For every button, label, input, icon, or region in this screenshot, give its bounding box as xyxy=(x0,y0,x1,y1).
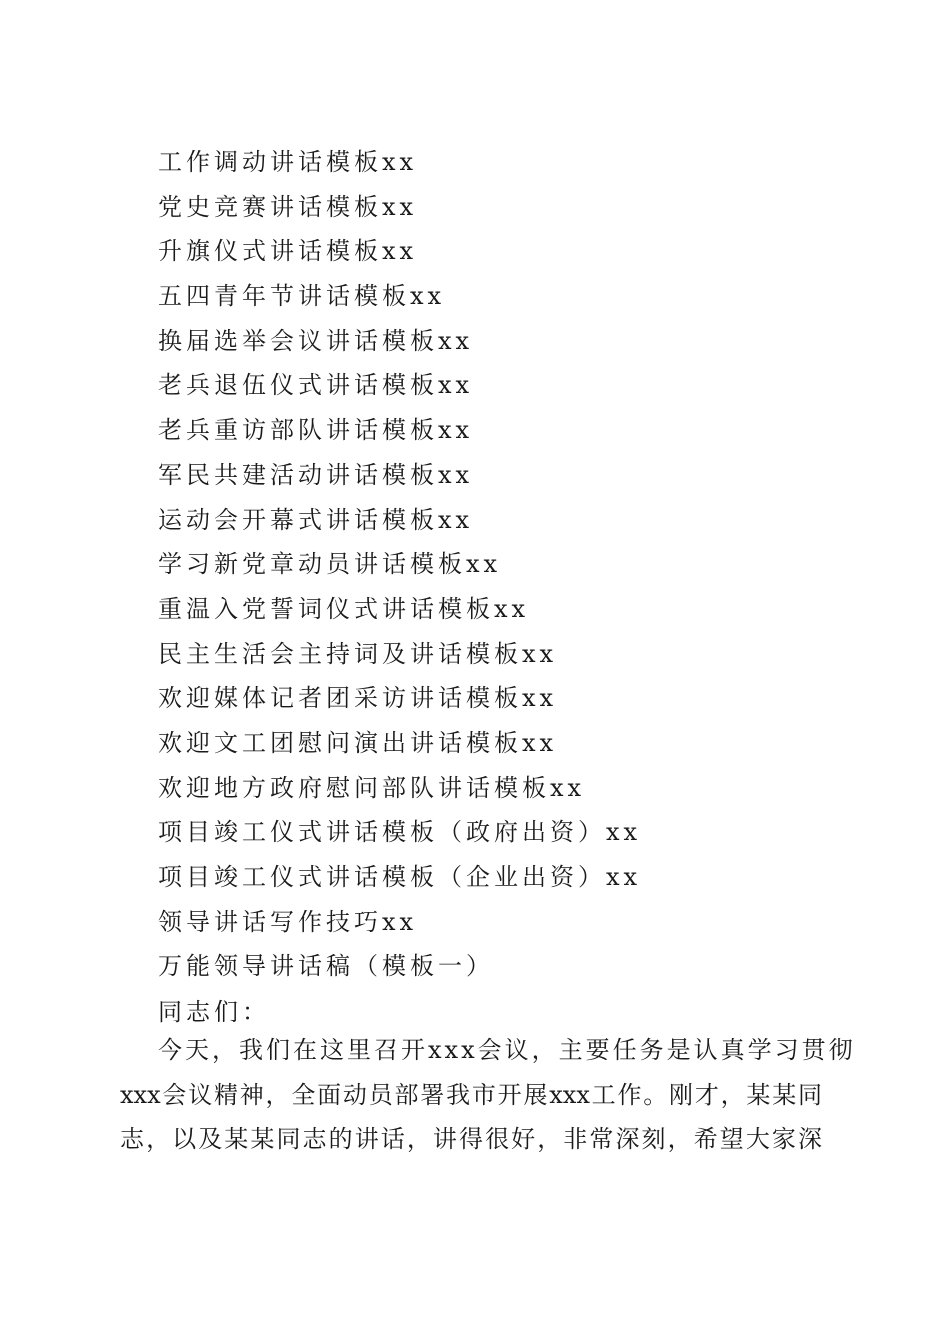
paragraph-line: xxx会议精神，全面动员部署我市开展xxx工作。刚才，某某同 xyxy=(120,1080,822,1109)
toc-item: 党史竞赛讲话模板xx xyxy=(158,192,418,221)
toc-item: 老兵重访部队讲话模板xx xyxy=(158,416,474,445)
paragraph-line: 志，以及某某同志的讲话，讲得很好，非常深刻，希望大家深 xyxy=(120,1125,822,1154)
toc-item: 万能领导讲话稿（模板一） xyxy=(158,952,494,981)
toc-item: 欢迎媒体记者团采访讲话模板xx xyxy=(158,684,558,713)
toc-item: 重温入党誓词仪式讲话模板xx xyxy=(158,594,530,623)
toc-item: 五四青年节讲话模板xx xyxy=(158,282,446,311)
salutation: 同志们： xyxy=(158,998,270,1026)
toc-item: 工作调动讲话模板xx xyxy=(158,148,418,176)
toc-item: 军民共建活动讲话模板xx xyxy=(158,460,474,489)
toc-item: 运动会开幕式讲话模板xx xyxy=(158,505,474,534)
toc-list xyxy=(158,140,641,989)
body-paragraph xyxy=(120,1028,856,1162)
toc-item: 学习新党章动员讲话模板xx xyxy=(158,550,502,579)
toc-item: 领导讲话写作技巧xx xyxy=(158,907,418,936)
toc-item: 欢迎地方政府慰问部队讲话模板xx xyxy=(158,773,586,802)
toc-item: 升旗仪式讲话模板xx xyxy=(158,237,418,266)
toc-item: 项目竣工仪式讲话模板（企业出资）xx xyxy=(158,863,642,891)
toc-item: 换届选举会议讲话模板xx xyxy=(158,326,474,355)
paragraph-line: 今天，我们在这里召开xxx会议，主要任务是认真学习贯彻 xyxy=(158,1036,856,1064)
toc-item: 项目竣工仪式讲话模板（政府出资）xx xyxy=(158,818,642,847)
toc-item: 民主生活会主持词及讲话模板xx xyxy=(158,639,558,668)
toc-item: 老兵退伍仪式讲话模板xx xyxy=(158,371,474,400)
toc-item: 欢迎文工团慰问演出讲话模板xx xyxy=(158,728,558,757)
